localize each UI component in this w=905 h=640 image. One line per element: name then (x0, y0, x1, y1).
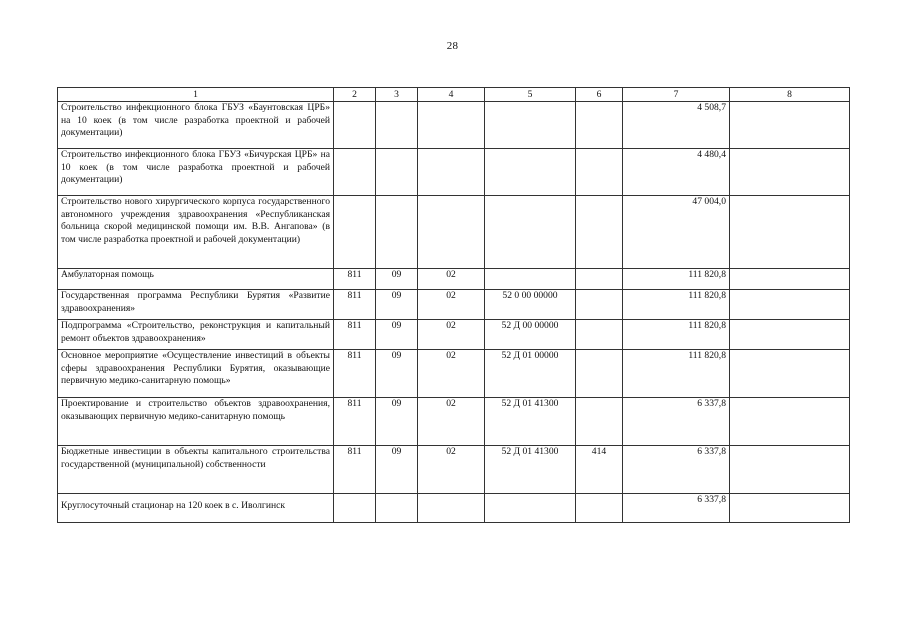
cell-target-article: 52 Д 00 00000 (485, 320, 576, 350)
cell-target-article: 52 Д 01 00000 (485, 350, 576, 398)
column-header-8: 8 (730, 88, 850, 102)
cell-expense-type (576, 149, 623, 196)
cell-subsection (418, 196, 485, 269)
cell-col8 (730, 102, 850, 149)
cell-col8 (730, 196, 850, 269)
cell-target-article: 52 Д 01 41300 (485, 398, 576, 446)
cell-subsection: 02 (418, 446, 485, 494)
cell-amount: 47 004,0 (623, 196, 730, 269)
row-name: Круглосуточный стационар на 120 коек в с. Иволгинск (58, 494, 334, 523)
cell-amount: 111 820,8 (623, 320, 730, 350)
cell-subsection (418, 149, 485, 196)
header-row (58, 88, 850, 102)
cell-subsection (418, 102, 485, 149)
row-name: Подпрограмма «Строительство, реконструкция и капитальный ремонт объектов здравоохранения» (58, 320, 334, 350)
cell-ministry-code: 811 (334, 269, 376, 290)
cell-expense-type (576, 398, 623, 446)
cell-col8 (730, 350, 850, 398)
table-row (58, 398, 850, 446)
cell-section: 09 (376, 269, 418, 290)
table-row (58, 320, 850, 350)
cell-target-article (485, 269, 576, 290)
cell-section: 09 (376, 398, 418, 446)
cell-col8 (730, 290, 850, 320)
cell-expense-type: 414 (576, 446, 623, 494)
row-name: Амбулаторная помощь (58, 269, 334, 290)
cell-section: 09 (376, 350, 418, 398)
cell-col8 (730, 494, 850, 523)
cell-col8 (730, 269, 850, 290)
cell-section (376, 494, 418, 523)
cell-ministry-code (334, 196, 376, 269)
table-row (58, 494, 850, 523)
cell-col8 (730, 149, 850, 196)
row-name: Проектирование и строительство объектов здравоохранения, оказывающих первичную медико-санитарную помощь (58, 398, 334, 446)
cell-ministry-code: 811 (334, 446, 376, 494)
cell-amount: 111 820,8 (623, 290, 730, 320)
column-header-3: 3 (376, 88, 418, 102)
cell-subsection (418, 494, 485, 523)
cell-expense-type (576, 196, 623, 269)
row-name: Государственная программа Республики Бурятия «Развитие здравоохранения» (58, 290, 334, 320)
cell-section (376, 149, 418, 196)
cell-target-article: 52 0 00 00000 (485, 290, 576, 320)
cell-ministry-code: 811 (334, 350, 376, 398)
row-name: Строительство инфекционного блока ГБУЗ «Бичурская ЦРБ» на 10 коек (в том числе разработка проектной и рабочей документации) (58, 149, 334, 196)
table-row (58, 290, 850, 320)
row-name: Основное мероприятие «Осуществление инвестиций в объекты сферы здравоохранения Республики Бурятия, оказывающие первичную медико-санитарную помощь» (58, 350, 334, 398)
cell-expense-type (576, 494, 623, 523)
cell-ministry-code (334, 149, 376, 196)
table-row (58, 149, 850, 196)
cell-ministry-code: 811 (334, 320, 376, 350)
cell-amount: 111 820,8 (623, 350, 730, 398)
table-row (58, 102, 850, 149)
column-header-7: 7 (623, 88, 730, 102)
column-header-2: 2 (334, 88, 376, 102)
cell-expense-type (576, 102, 623, 149)
cell-subsection: 02 (418, 350, 485, 398)
cell-section: 09 (376, 320, 418, 350)
cell-ministry-code (334, 102, 376, 149)
column-header-4: 4 (418, 88, 485, 102)
cell-amount: 6 337,8 (623, 494, 730, 523)
column-header-1: 1 (58, 88, 334, 102)
cell-target-article: 52 Д 01 41300 (485, 446, 576, 494)
cell-target-article (485, 102, 576, 149)
cell-expense-type (576, 350, 623, 398)
cell-amount: 6 337,8 (623, 446, 730, 494)
cell-expense-type (576, 290, 623, 320)
table-row (58, 196, 850, 269)
cell-ministry-code: 811 (334, 290, 376, 320)
table-row (58, 269, 850, 290)
row-name: Строительство нового хирургического корпуса государственного автономного учреждения здравоохранения «Республиканская больница скорой медицинской помощи им. В.В. Ангапова» (в том числе разработка проектной и рабочей документации) (58, 196, 334, 269)
cell-target-article (485, 149, 576, 196)
cell-expense-type (576, 320, 623, 350)
cell-amount: 111 820,8 (623, 269, 730, 290)
column-header-5: 5 (485, 88, 576, 102)
row-name: Бюджетные инвестиции в объекты капитального строительства государственной (муниципальной) собственности (58, 446, 334, 494)
cell-amount: 6 337,8 (623, 398, 730, 446)
cell-expense-type (576, 269, 623, 290)
cell-subsection: 02 (418, 320, 485, 350)
cell-amount: 4 508,7 (623, 102, 730, 149)
cell-section (376, 102, 418, 149)
cell-section (376, 196, 418, 269)
cell-col8 (730, 320, 850, 350)
cell-section: 09 (376, 446, 418, 494)
cell-target-article (485, 196, 576, 269)
row-name: Строительство инфекционного блока ГБУЗ «Баунтовская ЦРБ» на 10 коек (в том числе разработка проектной и рабочей документации) (58, 102, 334, 149)
budget-table (57, 87, 850, 523)
cell-ministry-code: 811 (334, 398, 376, 446)
cell-ministry-code (334, 494, 376, 523)
cell-target-article (485, 494, 576, 523)
cell-col8 (730, 398, 850, 446)
column-header-6: 6 (576, 88, 623, 102)
cell-amount: 4 480,4 (623, 149, 730, 196)
table-row (58, 350, 850, 398)
page-number: 28 (446, 40, 459, 52)
cell-subsection: 02 (418, 269, 485, 290)
cell-section: 09 (376, 290, 418, 320)
table-row (58, 446, 850, 494)
cell-col8 (730, 446, 850, 494)
cell-subsection: 02 (418, 290, 485, 320)
cell-subsection: 02 (418, 398, 485, 446)
